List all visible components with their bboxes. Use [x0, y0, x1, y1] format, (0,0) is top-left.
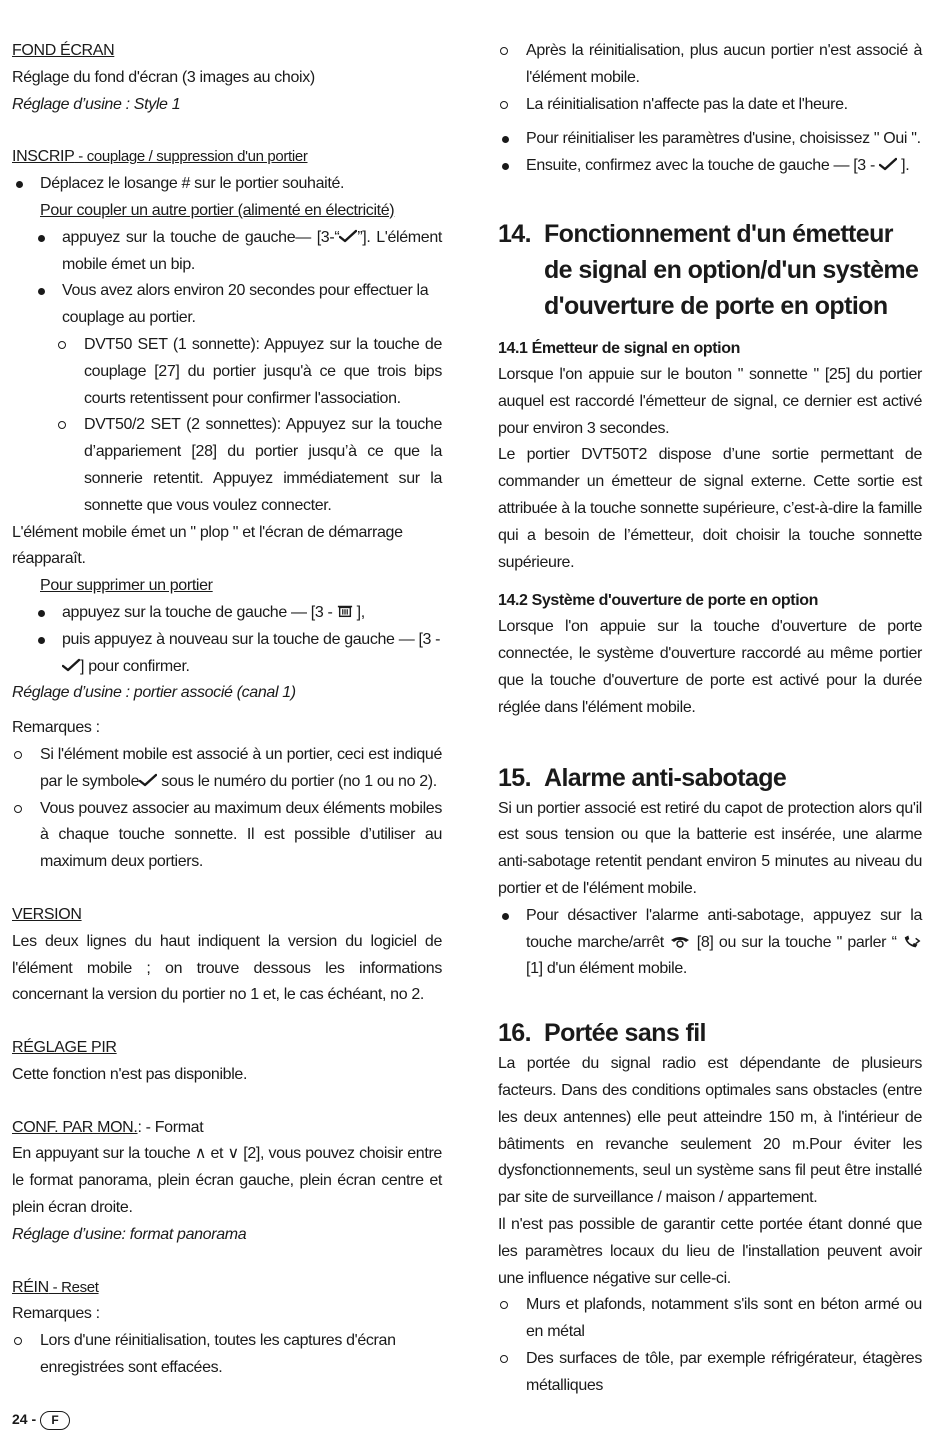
language-badge: F	[40, 1411, 70, 1430]
page-number: 24 -	[12, 1411, 37, 1428]
left-column	[12, 38, 442, 1382]
list-item: DVT50 SET (1 sonnette): Appuyez sur la touche de couplage [27] du portier jusqu'à ce que trois bips courts retentissent pour confirmer l'association.	[56, 332, 442, 412]
chevron-up-icon: ∧	[194, 1145, 207, 1163]
list-item: Après la réinitialisation, plus aucun portier n'est associé à l'élément mobile.	[498, 38, 922, 92]
talk-phone-icon	[902, 934, 922, 948]
paragraph: Le portier DVT50T2 dispose d’une sortie permettant de commander un émetteur de signal externe. Cette sortie est attribuée à la touche sonnette supérieure, c’est-à-dire la famille qui a besoin de l’émetteur, doit choisir la touche sonnette supérieure.	[498, 446, 922, 571]
list-item: appuyez sur la touche de gauche— [3-“ ”]. L'élément mobile émet un bip.	[34, 225, 442, 279]
section-title-conf: CONF. PAR MON.: - Format	[12, 1118, 204, 1136]
conf-factory-setting: Réglage d’usine: format panorama	[12, 1225, 247, 1243]
list-item: Pour désactiver l'alarme anti-sabotage, appuyez sur la touche marche/arrêt [8] ou sur la touche " parler “ [1] d'un élément mobile.	[498, 903, 922, 983]
paragraph: Lorsque l'on appuie sur le bouton " sonnette " [25] du portier auquel est raccordé l'émetteur de signal, ce dernier est activé pour environ 3 secondes.	[498, 365, 922, 437]
fond-description: Réglage du fond d'écran (3 images au choix)	[12, 68, 315, 86]
heading-section-15: 15. Alarme anti-sabotage	[498, 763, 787, 792]
paragraph: Si un portier associé est retiré du capot de protection alors qu'il est sous tension ou que la batterie est insérée, une alarme anti-sabotage retentit pendant environ 5 minutes au niveau du portier et de l'élément mobile.	[498, 799, 922, 897]
paragraph: La portée du signal radio est dépendante de plusieurs facteurs. Dans des conditions optimales sans obstacles (entre les deux antennes) elle peut atteindre 150 m, à l'intérieur de bâtiments en revanche seulement 20 m.Pour éviter les dysfonctionnements, seul un système sans fil peut être installé par site de surveillance / maison / appartement.	[498, 1055, 922, 1207]
subheading-couple: Pour coupler un autre portier (alimenté en électricité)	[40, 201, 395, 219]
remarks-label: Remarques :	[12, 719, 100, 737]
conf-description: En appuyant sur la touche ∧ et ∨ [2], vous pouvez choisir entre le format panorama, plein écran gauche, plein écran centre et plein écran droite.	[12, 1145, 442, 1217]
power-phone-icon	[669, 934, 691, 948]
list-item: Pour réinitialiser les paramètres d'usine, choisissez " Oui ".	[498, 126, 922, 153]
list-item: DVT50/2 SET (2 sonnettes): Appuyez sur la touche d’appariement [28] du portier jusqu’à ce que la sonnerie retentit. Appuyez immédiatement sur la sonnette que vous voulez connecter.	[56, 412, 442, 519]
section-title-version: VERSION	[12, 905, 82, 923]
heading-section-14-1: 14.1 Émetteur de signal en option	[498, 339, 740, 357]
heading-section-14: 14. Fonctionnement d'un émetteur de signal en option/d'un système d'ouverture de porte en option	[498, 219, 919, 320]
heading-section-16: 16. Portée sans fil	[498, 1019, 706, 1048]
list-item: Si l'élément mobile est associé à un portier, ceci est indiqué par le symbole sous le numéro du portier (no 1 ou no 2).	[12, 742, 442, 796]
list-item: La réinitialisation n'affecte pas la date et l'heure.	[498, 92, 922, 119]
list-item: Des surfaces de tôle, par exemple réfrigérateur, étagères métalliques	[498, 1346, 922, 1400]
list-item: Lors d'une réinitialisation, toutes les captures d'écran enregistrées sont effacées.	[12, 1328, 442, 1382]
paragraph: Il n'est pas possible de garantir cette portée étant donné que les paramètres locaux du lieu de l'installation peuvent avoir une influence négative sur celle-ci.	[498, 1215, 922, 1287]
subheading-supprimer: Pour supprimer un portier	[40, 577, 213, 595]
check-icon	[62, 658, 80, 672]
list-item: Vous pouvez associer au maximum deux éléments mobiles à chaque touche sonnette. Il est possible d’utiliser au maximum deux portiers.	[12, 796, 442, 876]
list-item: puis appuyez à nouveau sur la touche de gauche — [3 - ] pour confirmer.	[34, 627, 442, 681]
check-icon	[879, 157, 897, 171]
pir-description: Cette fonction n'est pas disponible.	[12, 1065, 248, 1083]
list-item: Vous avez alors environ 20 secondes pour effectuer la couplage au portier.	[34, 278, 442, 332]
right-column	[498, 38, 922, 1399]
section-title-pir: RÉGLAGE PIR	[12, 1039, 117, 1057]
section-title-rein: RÉIN - Reset	[12, 1278, 99, 1296]
trash-icon	[337, 604, 353, 618]
list-item: Murs et plafonds, notamment s'ils sont en béton armé ou en métal	[498, 1292, 922, 1346]
list-item: Déplacez le losange # sur le portier souhaité.	[12, 171, 442, 198]
list-item: Ensuite, confirmez avec la touche de gauche — [3 - ].	[498, 153, 922, 180]
section-title-fond-ecran: FOND ÉCRAN	[12, 42, 115, 59]
remarks-label: Remarques :	[12, 1305, 100, 1323]
check-icon	[339, 229, 357, 243]
version-description: Les deux lignes du haut indiquent la version du logiciel de l'élément mobile ; on trouve dessous les informations concernant la version du portier no 1 et, le cas échéant, no 2.	[12, 932, 442, 1004]
plop-text: L'élément mobile émet un " plop " et l'écran de démarrage réapparaît.	[12, 523, 403, 568]
paragraph: Lorsque l'on appuie sur la touche d'ouverture de porte connectée, le système d'ouverture raccordé au même portier que la touche d'ouverture de porte est activé pour la durée réglée dans l'élément mobile.	[498, 618, 922, 716]
check-icon	[139, 773, 157, 787]
factory-setting-assoc: Réglage d’usine : portier associé (canal 1)	[12, 684, 296, 702]
fond-factory-setting: Réglage d’usine : Style 1	[12, 95, 181, 113]
section-title-inscrip: INSCRIP - couplage / suppression d'un portier	[12, 148, 308, 166]
heading-section-14-2: 14.2 Système d'ouverture de porte en option	[498, 592, 819, 610]
list-item: appuyez sur la touche de gauche — [3 - ],	[34, 600, 442, 627]
chevron-down-icon: ∨	[227, 1145, 239, 1163]
page-footer	[12, 1411, 70, 1430]
